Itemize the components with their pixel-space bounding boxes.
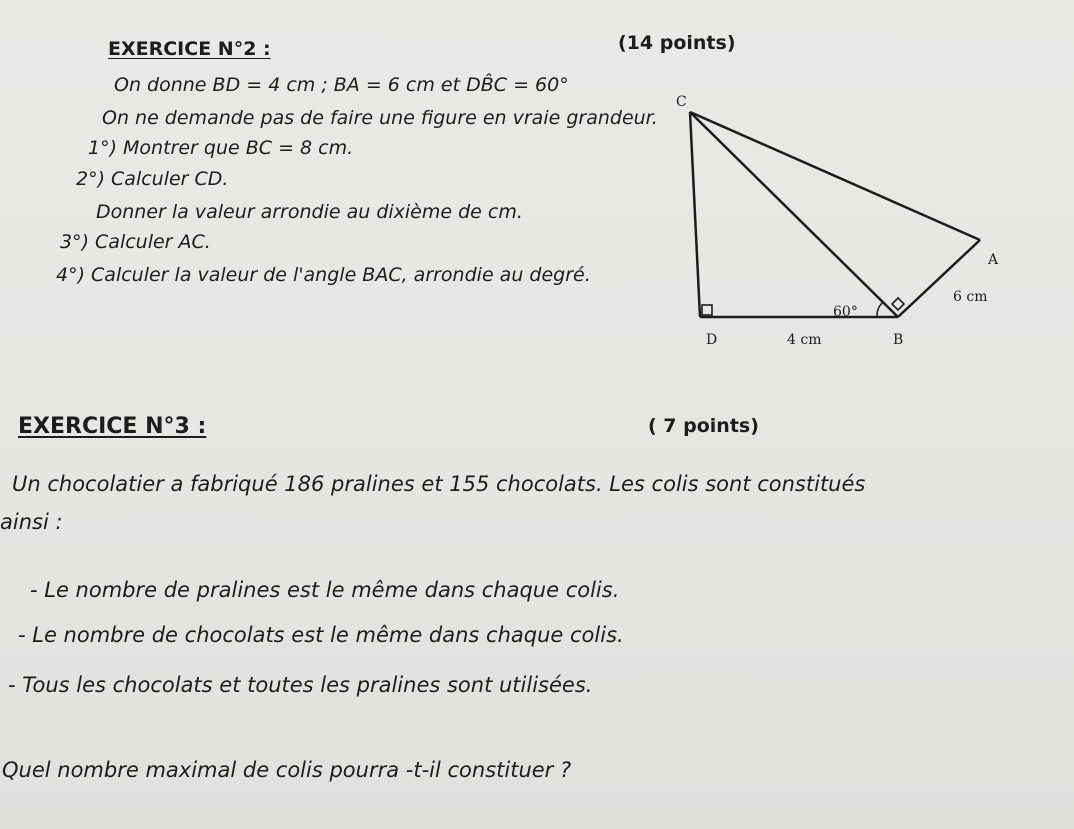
exercise-2-question-4: 4°) Calculer la valeur de l'angle BAC, arrondie au degré. (56, 264, 591, 286)
exercise-2-question-2-note: Donner la valeur arrondie au dixième de cm. (96, 201, 523, 223)
segment-ab (898, 240, 980, 317)
exercise-3-condition-1: - Le nombre de pralines est le même dans chaque colis. (30, 578, 620, 602)
segment-cd (690, 112, 700, 317)
exercise-3-title: EXERCICE N°3 : (18, 414, 207, 439)
angle-arc-b (877, 303, 882, 317)
label-d: D (706, 332, 718, 348)
label-a: A (988, 252, 999, 268)
label-db-length: 4 cm (787, 332, 822, 348)
exercise-2-title: EXERCICE N°2 : (108, 38, 271, 60)
exercise-2-question-2: 2°) Calculer CD. (76, 168, 229, 190)
exercise-3-condition-3: - Tous les chocolats et toutes les pralines sont utilisées. (8, 673, 593, 697)
exercise-3-intro-line-1: Un chocolatier a fabriqué 186 pralines et 155 chocolats. Les colis sont constitués (12, 472, 866, 496)
exercise-3-condition-2: - Le nombre de chocolats est le même dans chaque colis. (18, 623, 624, 647)
exercise-3-question: Quel nombre maximal de colis pourra -t-il constituer ? (2, 758, 572, 782)
label-b: B (893, 332, 904, 348)
exercise-3-points: ( 7 points) (648, 415, 759, 437)
label-c: C (676, 94, 687, 110)
segment-ca (690, 112, 980, 240)
segment-cb (690, 112, 898, 317)
label-ba-length: 6 cm (953, 289, 988, 305)
exercise-2-question-3: 3°) Calculer AC. (60, 231, 211, 253)
exercise-3-intro-line-2: ainsi : (0, 510, 63, 534)
exercise-2-given: On donne BD = 4 cm ; BA = 6 cm et DB̂C = 60° (114, 74, 569, 96)
right-angle-marker-a (892, 298, 904, 310)
exercise-2-question-1: 1°) Montrer que BC = 8 cm. (88, 137, 354, 159)
label-angle-60: 60° (833, 304, 858, 320)
right-angle-marker-d (702, 305, 712, 315)
exercise-2-note: On ne demande pas de faire une figure en vraie grandeur. (102, 107, 658, 129)
exercise-2-points: (14 points) (618, 32, 736, 54)
